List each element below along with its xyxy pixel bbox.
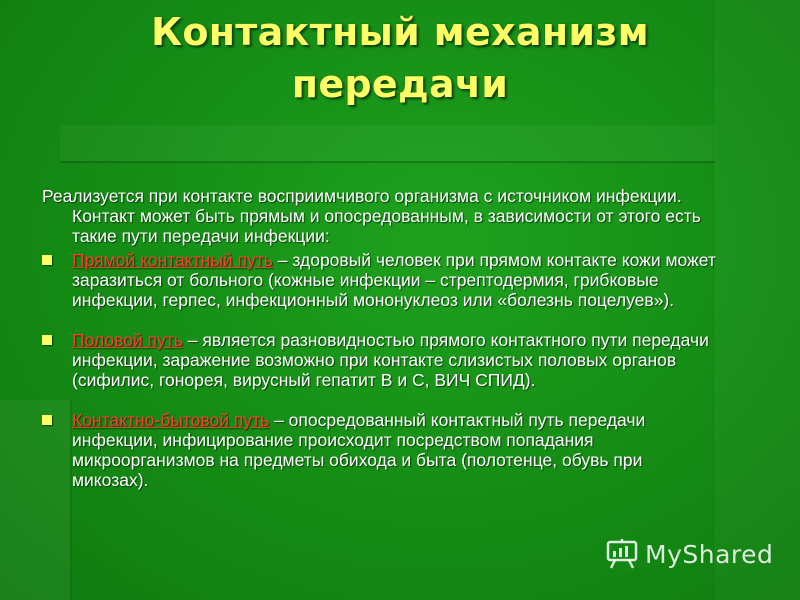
bullet-term: Половой путь [72, 330, 183, 350]
bullet-text: – здоровый человек при прямом контакте кожи может заразиться от больного (кожные инфекции – стрептодермия, грибковые инфекции, герпес, инфекционный мононуклеоз или «болезнь поцелуев»). [72, 250, 716, 310]
slide-body [42, 186, 722, 510]
slide-title-line-2: передачи [291, 62, 509, 106]
bullet-text: – является разновидностью прямого контактного пути передачи инфекции, заражение возможно при контакте слизистых половых органов (сифилис, гонорея, вирусный гепатит B и C, ВИЧ СПИД). [72, 330, 709, 390]
bullet-item-sexual [42, 330, 722, 390]
square-bullet-icon [42, 255, 52, 265]
square-bullet-icon [42, 335, 52, 345]
slide-title [0, 6, 800, 110]
slide-title-line-1: Контактный механизм [150, 10, 650, 54]
bullet-item-household-contact [42, 410, 722, 490]
intro-paragraph: Реализуется при контакте восприимчивого организма с источником инфекции. Контакт может быть прямым и опосредованным, в зависимости от этого есть такие пути передачи инфекции: [42, 186, 701, 246]
bullet-term: Прямой контактный путь [72, 250, 273, 270]
decorative-panel-top [60, 125, 715, 163]
myshared-watermark [605, 536, 773, 572]
bullet-term: Контактно-бытовой путь [72, 410, 270, 430]
bullet-text: – опосредованный контактный путь передачи инфекции, инфицирование происходит посредством попадания микроорганизмов на предметы обихода и быта (полотенце, обувь при микозах). [72, 410, 646, 490]
presentation-board-icon [605, 538, 639, 570]
bullet-list [42, 250, 722, 490]
square-bullet-icon [42, 415, 52, 425]
bullet-item-direct-contact [42, 250, 722, 310]
watermark-text: MyShared [645, 539, 774, 569]
